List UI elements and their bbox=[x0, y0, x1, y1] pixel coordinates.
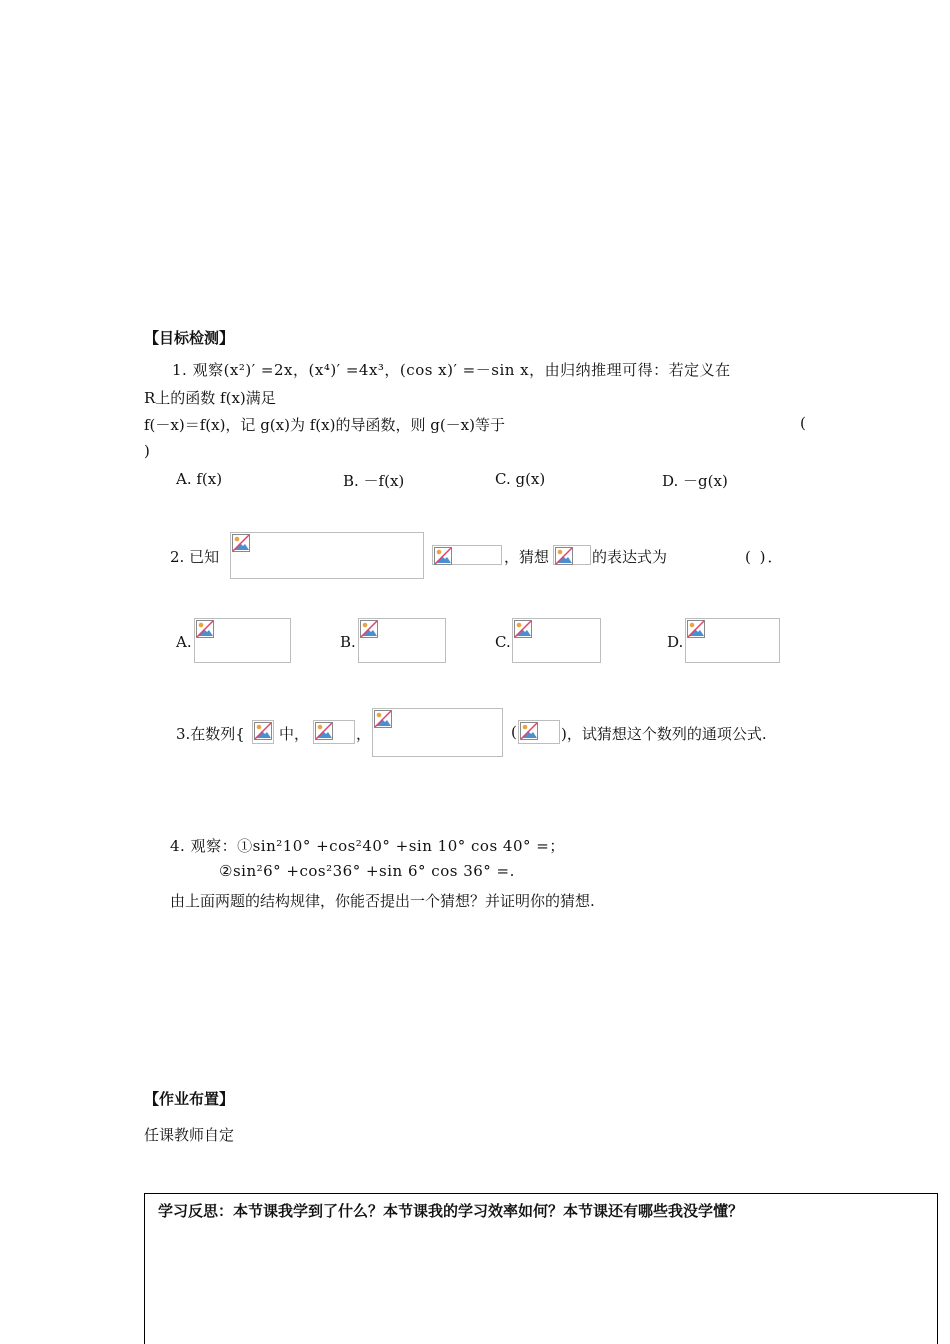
q3-paren-left: ( bbox=[511, 723, 517, 741]
q1-option-b: B. －f(x) bbox=[343, 472, 405, 490]
q1-paren-close: ) bbox=[144, 442, 150, 460]
section-heading-target-test: 【目标检测】 bbox=[144, 329, 235, 347]
section-heading-homework: 【作业布置】 bbox=[144, 1090, 235, 1108]
broken-image-icon bbox=[555, 547, 573, 565]
q4-line3: 由上面两题的结构规律，你能否提出一个猜想？并证明你的猜想. bbox=[170, 892, 595, 910]
q2-option-a: A. bbox=[176, 633, 192, 651]
q3-formula-image-2 bbox=[313, 720, 355, 744]
q2-option-b: B. bbox=[340, 633, 356, 651]
q3-tail: )，试猜想这个数列的通项公式. bbox=[561, 725, 767, 743]
q3-formula-image-4 bbox=[518, 720, 560, 744]
q4-line2: ②sin²6° +cos²36° +sin 6° cos 36° =. bbox=[219, 862, 515, 880]
broken-image-icon bbox=[374, 710, 392, 728]
broken-image-icon bbox=[196, 620, 214, 638]
q1-line1: 1. 观察(x²)′ =2x，(x⁴)′ =4x³，(cos x)′ =－sin x，由归纳推理可得：若定义在 bbox=[172, 361, 731, 379]
broken-image-icon bbox=[687, 620, 705, 638]
q2-option-c: C. bbox=[495, 633, 511, 651]
broken-image-icon bbox=[360, 620, 378, 638]
q2-option-d: D. bbox=[667, 633, 684, 651]
q1-option-c: C. g(x) bbox=[495, 470, 546, 488]
broken-image-icon bbox=[520, 722, 538, 740]
q2-option-b-image bbox=[358, 618, 446, 663]
q1-option-d: D. －g(x) bbox=[662, 472, 728, 490]
q2-option-a-image bbox=[194, 618, 291, 663]
broken-image-icon bbox=[434, 547, 452, 565]
reflection-box bbox=[144, 1193, 938, 1344]
q2-guess: ，猜想 bbox=[504, 548, 550, 566]
q2-option-c-image bbox=[512, 618, 601, 663]
q2-tail: 的表达式为 bbox=[592, 548, 668, 566]
q3-formula-image-3 bbox=[372, 708, 503, 757]
q1-line2: R上的函数 f(x)满足 bbox=[144, 389, 276, 407]
q2-formula-image-2 bbox=[432, 545, 502, 565]
q3-formula-image-1 bbox=[252, 720, 274, 744]
q2-prefix: 2. 已知 bbox=[170, 548, 220, 566]
q3-prefix: 3.在数列{ bbox=[176, 725, 245, 743]
broken-image-icon bbox=[315, 722, 333, 740]
q3-comma: ， bbox=[356, 725, 372, 743]
q1-option-a: A. f(x) bbox=[176, 470, 223, 488]
q1-line3: f(－x)＝f(x)，记 g(x)为 f(x)的导函数，则 g(－x)等于 bbox=[144, 416, 505, 434]
q3-mid: 中， bbox=[279, 725, 310, 743]
broken-image-icon bbox=[232, 534, 250, 552]
q2-formula-image-3 bbox=[553, 545, 591, 565]
reflection-prompt: 学习反思：本节课我学到了什么？本节课我的学习效率如何？本节课还有哪些我没学懂？ bbox=[158, 1202, 744, 1220]
q4-line1: 4. 观察：①sin²10° +cos²40° +sin 10° cos 40° =； bbox=[170, 837, 565, 855]
q2-answer-paren: ( )． bbox=[745, 548, 785, 566]
broken-image-icon bbox=[254, 722, 272, 740]
q2-option-d-image bbox=[685, 618, 780, 663]
broken-image-icon bbox=[514, 620, 532, 638]
q2-formula-image-1 bbox=[230, 532, 424, 579]
q1-paren-open: ( bbox=[800, 414, 806, 432]
homework-text: 任课教师自定 bbox=[144, 1126, 235, 1144]
